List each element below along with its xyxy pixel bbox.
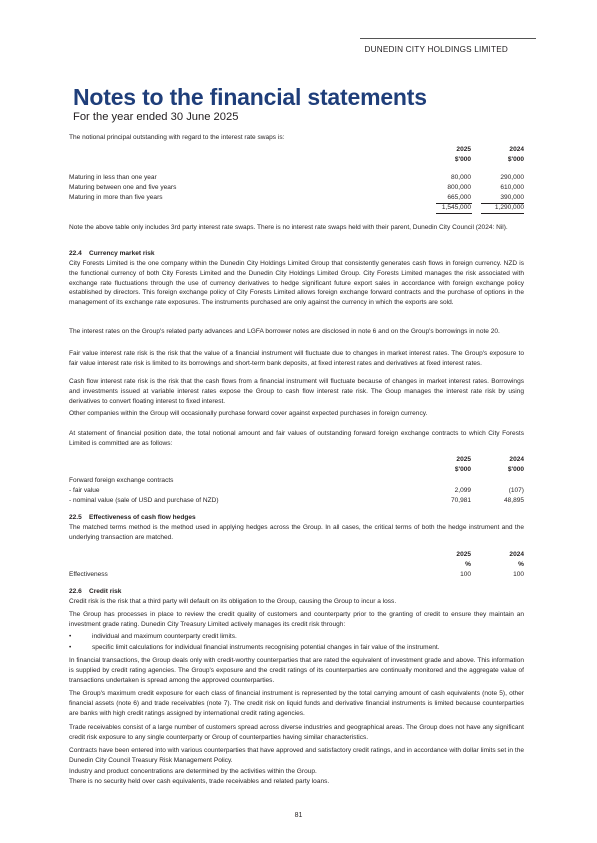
section-title: Currency market risk: [89, 250, 155, 257]
page-title: Notes to the financial statements: [73, 84, 427, 110]
fx-unit-2025: $'000: [454, 466, 471, 473]
swaps-row-2025: 800,000: [447, 184, 471, 191]
paragraph: Fair value interest rate risk is the risk that the value of a financial instrument will fluctuate due to changes in market interest rates. The Group's exposure to fair value interest rate risk is limited to its borrowings and short-term bank deposits, at fixed interest rates and derivatives at fixed interest rates.: [69, 350, 524, 367]
fx-table-heading: Forward foreign exchange contracts: [69, 477, 174, 484]
header-rule: [360, 38, 536, 39]
swaps-row-2024: 390,000: [500, 194, 524, 201]
list-item: individual and maximum counterparty credit limits.: [92, 633, 237, 640]
paragraph: Cash flow interest rate risk is the risk that the cash flows from a financial instrument will fluctuate because of changes in market interest rates. Borrowings and investments issued at variable interest rates expose the Group to cash flow interest rate risk. The Goup manages the interest rate risk by using derivatives to convert floating interest to fixed interest.: [69, 378, 524, 405]
swaps-total-2024: 1,290,000: [494, 204, 524, 211]
paragraph: The Group's maximum credit exposure for each class of financial instrument is represented by the total carrying amount of cash equivalents (note 5), other financial assets (note 6) and trade receivables (note 7). The credit risk on liquid funds and derivative financial instruments is limited because counterparties are banks with high credit ratings assigned by international credit rating agencies.: [69, 690, 524, 717]
swaps-intro: The notional principal outstanding with regard to the interest rate swaps is:: [69, 134, 285, 141]
paragraph: Contracts have been entered into with various counterparties that have approved and satisfactory credit ratings, and in accordance with dollar limits set in the Dunedin City Council Treasury Risk Management Policy.: [69, 747, 524, 764]
paragraph: Other companies within the Group will occasionally purchase forward cover against expected purchases in foreign currency.: [69, 410, 428, 417]
swaps-unit-2025: $'000: [454, 156, 471, 163]
hedge-row-label: Effectiveness: [69, 571, 108, 578]
section-title: Credit risk: [89, 588, 122, 595]
page-subtitle: For the year ended 30 June 2025: [73, 111, 239, 123]
section-number: 22.4: [69, 250, 82, 257]
fx-row-label: - nominal value (sale of USD and purchase of NZD): [69, 497, 219, 504]
paragraph: At statement of financial position date, the total notional amount and fair values of outstanding forward foreign exchange contracts to which City Forests Limited is committed are as follows:: [69, 430, 524, 447]
hedge-unit-2024: %: [518, 561, 524, 568]
paragraph: The interest rates on the Group's related party advances and LGFA borrower notes are disclosed in note 6 and on the Group's borrowings in note 20.: [69, 328, 500, 335]
section-number: 22.6: [69, 588, 82, 595]
list-item: specific limit calculations for individual financial instruments recognising potential changes in fair value of the instrument.: [92, 644, 440, 651]
bullet-icon: •: [69, 644, 72, 651]
paragraph: In financial transactions, the Group deals only with credit-worthy counterparties that are rated the equivalent of investment grade and above. This information is supplied by credit rating agencies. The Group's exposure and the credit ratings of its counterparties are continually monitored and the aggregate value of transactions undertaken is spread among the approved counterparties.: [69, 657, 524, 684]
section-heading-22-5: [69, 513, 196, 523]
paragraph: The Group has processes in place to review the credit quality of customers and counterparty prior to the granting of credit to ensure they maintain an investment grade rating. Dunedin City Treasury Limited actively manages its credit risk through:: [69, 611, 524, 628]
fx-row-2025: 2,099: [454, 487, 471, 494]
hedge-row-2025: 100: [460, 571, 471, 578]
hedge-col-2025: 2025: [456, 551, 471, 558]
fx-row-2024: (107): [508, 487, 524, 494]
hedge-col-2024: 2024: [509, 551, 524, 558]
hedge-row-2024: 100: [513, 571, 524, 578]
swaps-row-label: Maturing in more than five years: [69, 194, 163, 201]
section-heading-22-4: [69, 249, 155, 259]
total-rule: [436, 213, 472, 214]
swaps-row-2025: 80,000: [450, 174, 471, 181]
company-header: DUNEDIN CITY HOLDINGS LIMITED: [364, 45, 508, 54]
fx-row-label: - fair value: [69, 487, 100, 494]
fx-unit-2024: $'000: [507, 466, 524, 473]
paragraph: Industry and product concentrations are determined by the activities within the Group.: [69, 768, 317, 775]
paragraph: The matched terms method is the method used in applying hedges across the Group. In all cases, the critical terms of both the hedge instrument and the underlying transaction are matched.: [69, 524, 524, 541]
fx-col-2024: 2024: [509, 456, 524, 463]
swaps-row-label: Maturing in less than one year: [69, 174, 157, 181]
page-number: 81: [294, 812, 303, 819]
swaps-col-2025: 2025: [456, 146, 471, 153]
swaps-unit-2024: $'000: [507, 156, 524, 163]
swaps-total-2025: 1,545,000: [441, 204, 471, 211]
swaps-row-label: Maturing between one and five years: [69, 184, 177, 191]
paragraph: City Forests Limited is the one company within the Dunedin City Holdings Limited Group that consistently generates cash flows in foreign currency. NZD is the functional currency of both City Forests Limited and the Dunedin City Holdings Limited Group. City Forests Limited manages the risk associated with exchange rate fluctuations through the use of currency derivatives to hedge significant future export sales in accordance with foreign exchange policy established by directors. This foreign exchange policy of City Forests Limited allows foreign exchange forward contracts and the purchase of options in the management of its exchange rate exposures. The instruments purchased are only against the currency in which the exports are sold.: [69, 260, 524, 307]
section-number: 22.5: [69, 514, 82, 521]
fx-col-2025: 2025: [456, 456, 471, 463]
swaps-col-2024: 2024: [509, 146, 524, 153]
fx-row-2024: 48,895: [503, 497, 524, 504]
paragraph: Credit risk is the risk that a third party will default on its obligation to the Group, causing the Group to incur a loss.: [69, 598, 397, 605]
paragraph: There is no security held over cash equivalents, trade receivables and related party loans.: [69, 778, 330, 785]
section-heading-22-6: [69, 587, 121, 597]
fx-row-2025: 70,981: [450, 497, 471, 504]
swaps-row-2024: 290,000: [500, 174, 524, 181]
swaps-row-2024: 610,000: [500, 184, 524, 191]
paragraph: Trade receivables consist of a large number of customers spread across diverse industries and geographical areas. The Group does not have any significant credit risk exposure to any single counterparty or Group of counterparties having similar characteristics.: [69, 724, 524, 741]
section-title: Effectiveness of cash flow hedges: [89, 514, 196, 521]
swaps-row-2025: 665,000: [447, 194, 471, 201]
swaps-note: Note the above table only includes 3rd party interest rate swaps. There is no interest rate swaps held with their parent, Dunedin City Council (2024: Nil).: [69, 224, 508, 231]
total-rule: [481, 213, 524, 214]
bullet-icon: •: [69, 633, 72, 640]
hedge-unit-2025: %: [465, 561, 471, 568]
